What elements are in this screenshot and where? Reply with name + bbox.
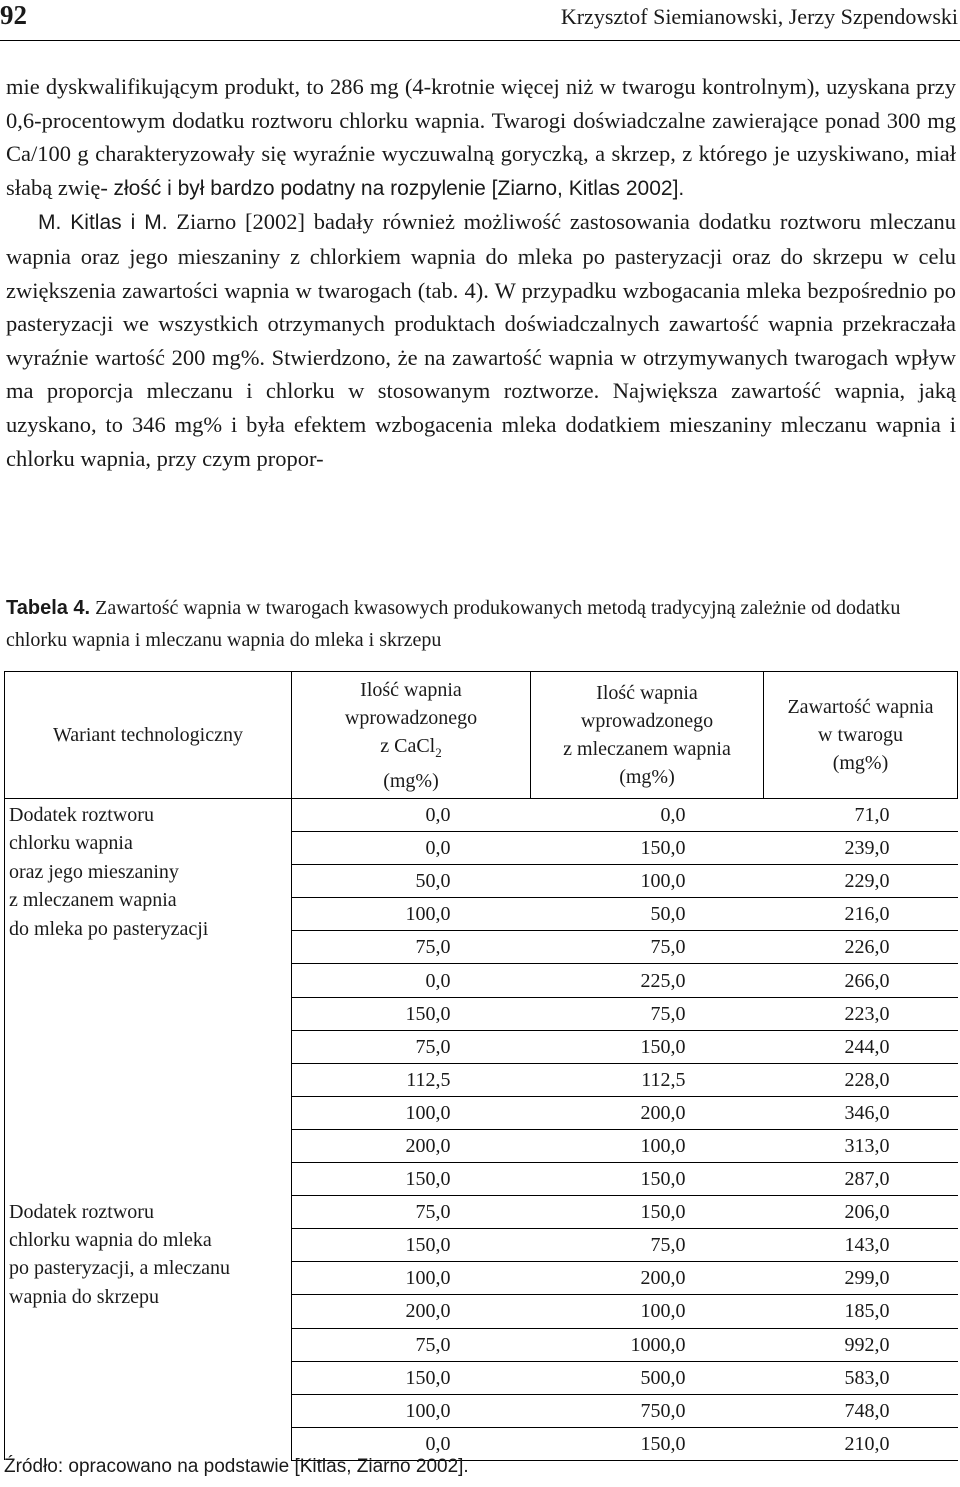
paragraph-2-serif: Ziarno [2002] badały również możliwość zastosowania dodatku roztworu mleczanu wapnia oraz jego mieszaniny z chlorkiem wapnia do mleka po pasteryzacji oraz do skrzepu w celu zwiększenia zawartości wapnia w twarogach (tab. 4). W przypadku wzbogacania mleka bezpośrednio po pasteryzacji we wszystkich otrzymanych produktach doświadczalnych zawartość wapnia przekraczała wyraźnie wartość 200 mg%. Stwierdzono, że na zawartość wapnia w otrzymywanych twarogach wpływ ma proporcja mleczanu i chlorku w stosowanym roztworze. Największa zawartość wapnia, jaką uzyskano, to 346 mg% i była efektem wzbogacenia mleka dodatkiem mieszaniny mleczanu wapnia i chlorku wapnia, przy czym propor-	[6, 209, 957, 471]
header-content-line2: w twarogu	[818, 724, 903, 746]
header-content	[764, 672, 958, 799]
content-value-cell: 287,0	[764, 1163, 958, 1196]
header-cacl2	[292, 672, 531, 799]
cacl2-value-cell: 0,0	[292, 799, 531, 832]
header-lactate	[531, 672, 764, 799]
paragraph-2-sans: M. Kitlas i M.	[38, 211, 168, 235]
lactate-value-cell: 0,0	[531, 799, 764, 832]
content-value-cell: 143,0	[764, 1229, 958, 1262]
paragraph-1-sans: złość i był bardzo podatny na rozpylenie [Ziarno, Kitlas 2002].	[113, 176, 685, 200]
cacl2-value-cell: 50,0	[292, 865, 531, 898]
variant-label-line: Dodatek roztworu	[9, 1200, 154, 1223]
header-cacl2-line1: Ilość wapnia	[360, 678, 462, 701]
content-value-cell: 244,0	[764, 1030, 958, 1063]
table-source: Źródło: opracowano na podstawie [Kitlas, Ziarno 2002].	[4, 1456, 469, 1477]
content-value-cell: 229,0	[764, 865, 958, 898]
variant-label-line: oraz jego mieszaniny	[9, 860, 179, 883]
table-row	[5, 1196, 958, 1229]
lactate-value-cell: 100,0	[531, 1295, 764, 1328]
paragraph-2	[6, 205, 956, 475]
table-caption-text: Zawartość wapnia w twarogach kwasowych produkowanych metodą tradycyjną zależnie od dodatku chlorku wapnia i mleczanu wapnia do mleka i skrzepu	[6, 597, 901, 651]
content-value-cell: 228,0	[764, 1063, 958, 1096]
header-content-line1: Zawartość wapnia	[787, 696, 934, 718]
cacl2-value-cell: 75,0	[292, 1196, 531, 1229]
content-value-cell: 313,0	[764, 1129, 958, 1162]
content-value-cell: 206,0	[764, 1196, 958, 1229]
lactate-value-cell: 200,0	[531, 1262, 764, 1295]
lactate-value-cell: 150,0	[531, 1163, 764, 1196]
lactate-value-cell: 150,0	[531, 1030, 764, 1063]
content-value-cell: 992,0	[764, 1328, 958, 1361]
variant-cell	[5, 1196, 292, 1461]
cacl2-value-cell: 200,0	[292, 1295, 531, 1328]
content-value-cell: 748,0	[764, 1394, 958, 1427]
content-value-cell: 216,0	[764, 898, 958, 931]
cacl2-value-cell: 0,0	[292, 1427, 531, 1460]
calcium-table	[4, 671, 958, 1461]
cacl2-value-cell: 75,0	[292, 1328, 531, 1361]
header-rule	[0, 40, 960, 41]
cacl2-value-cell: 112,5	[292, 1063, 531, 1096]
header-lactate-line3: z mleczanem wapnia	[563, 738, 731, 760]
content-value-cell: 299,0	[764, 1262, 958, 1295]
lactate-value-cell: 150,0	[531, 832, 764, 865]
header-lactate-line1: Ilość wapnia	[596, 682, 698, 704]
lactate-value-cell: 100,0	[531, 1129, 764, 1162]
table-header-row	[5, 672, 958, 799]
lactate-value-cell: 500,0	[531, 1361, 764, 1394]
cacl2-value-cell: 100,0	[292, 1262, 531, 1295]
header-lactate-unit: (mg%)	[619, 766, 675, 788]
content-value-cell: 210,0	[764, 1427, 958, 1460]
running-head: Krzysztof Siemianowski, Jerzy Szpendowski	[560, 4, 958, 29]
lactate-value-cell: 75,0	[531, 931, 764, 964]
cacl2-value-cell: 200,0	[292, 1129, 531, 1162]
header-cacl2-line2: wprowadzonego	[344, 706, 478, 729]
content-value-cell: 583,0	[764, 1361, 958, 1394]
cacl2-value-cell: 100,0	[292, 1096, 531, 1129]
header-variant: Wariant technologiczny	[5, 672, 292, 799]
cacl2-value-cell: 100,0	[292, 898, 531, 931]
cacl2-value-cell: 100,0	[292, 1394, 531, 1427]
content-value-cell: 185,0	[764, 1295, 958, 1328]
paragraph-1-serif: mie dyskwalifikującym produkt, to 286 mg (4-krotnie więcej niż w twarogu kontrolnym), uzyskana przy 0,6-procentowym dodatku roztworu chlorku wapnia. Twarogi doświadczalne zawierające ponad 300 mg Ca/100 g charakteryzowały się wyraźnie wyczuwalną goryczką, a skrzep, z którego je uzyskiwano, miał słabą zwię-	[6, 74, 956, 200]
lactate-value-cell: 112,5	[531, 1063, 764, 1096]
table-body	[5, 799, 958, 1461]
lactate-value-cell: 200,0	[531, 1096, 764, 1129]
variant-label-line: wapnia do skrzepu	[9, 1285, 159, 1308]
header-cacl2-unit: (mg%)	[383, 769, 439, 792]
lactate-value-cell: 100,0	[531, 865, 764, 898]
variant-label-line: chlorku wapnia	[9, 832, 133, 855]
lactate-value-cell: 50,0	[531, 898, 764, 931]
body-text	[6, 70, 956, 475]
cacl2-value-cell: 75,0	[292, 1030, 531, 1063]
page-header	[0, 0, 960, 40]
content-value-cell: 346,0	[764, 1096, 958, 1129]
header-content-unit: (mg%)	[832, 752, 889, 774]
lactate-value-cell: 225,0	[531, 964, 764, 997]
content-value-cell: 266,0	[764, 964, 958, 997]
content-value-cell: 71,0	[764, 799, 958, 832]
lactate-value-cell: 150,0	[531, 1427, 764, 1460]
cacl2-value-cell: 150,0	[292, 1229, 531, 1262]
variant-label-line: po pasteryzacji, a mleczanu	[9, 1257, 230, 1280]
cacl2-value-cell: 150,0	[292, 997, 531, 1030]
lactate-value-cell: 1000,0	[531, 1328, 764, 1361]
lactate-value-cell: 750,0	[531, 1394, 764, 1427]
cacl2-value-cell: 150,0	[292, 1361, 531, 1394]
cacl2-value-cell: 0,0	[292, 964, 531, 997]
table-caption	[6, 592, 956, 656]
variant-label-line: Dodatek roztworu	[9, 804, 154, 826]
lactate-value-cell: 75,0	[531, 997, 764, 1030]
cacl2-value-cell: 75,0	[292, 931, 531, 964]
content-value-cell: 239,0	[764, 832, 958, 865]
variant-label-line: chlorku wapnia do mleka	[9, 1229, 212, 1252]
variant-cell	[5, 799, 292, 1196]
paragraph-1	[6, 70, 956, 205]
variant-label-line: do mleka po pasteryzacji	[9, 917, 209, 940]
cacl2-value-cell: 150,0	[292, 1163, 531, 1196]
lactate-value-cell: 75,0	[531, 1229, 764, 1262]
table-caption-label: Tabela 4.	[6, 597, 91, 619]
cacl2-value-cell: 0,0	[292, 832, 531, 865]
content-value-cell: 223,0	[764, 997, 958, 1030]
page-number: 92	[0, 0, 27, 30]
header-lactate-line2: wprowadzonego	[580, 710, 714, 732]
lactate-value-cell: 150,0	[531, 1196, 764, 1229]
header-cacl2-subscript: 2	[435, 744, 442, 760]
variant-label-line: z mleczanem wapnia	[9, 889, 177, 912]
table-row	[5, 799, 958, 832]
header-cacl2-line3: z CaCl	[380, 734, 436, 757]
content-value-cell: 226,0	[764, 931, 958, 964]
